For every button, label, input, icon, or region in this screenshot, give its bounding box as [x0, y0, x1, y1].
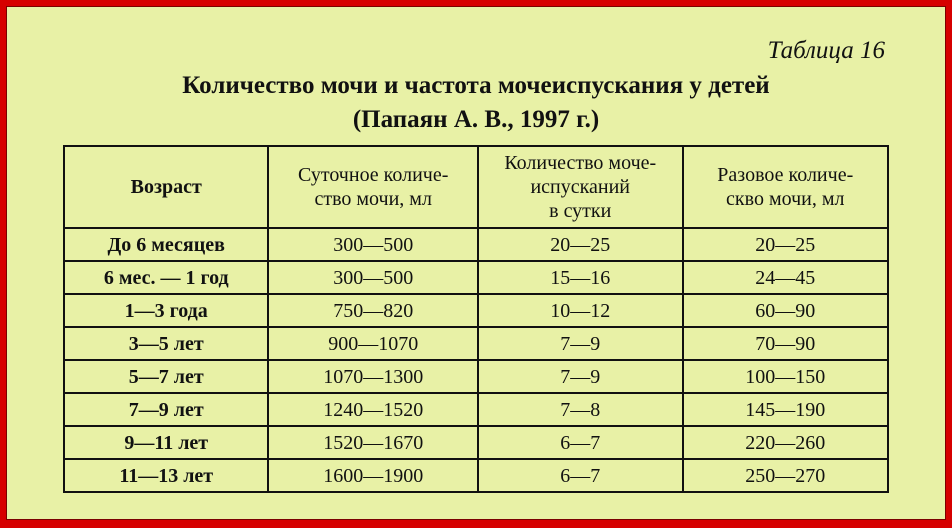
cell-urination-count: 7—8 — [478, 393, 683, 426]
table-row — [64, 294, 888, 327]
cell-urination-count: 6—7 — [478, 459, 683, 492]
table-row — [64, 360, 888, 393]
table-subtitle-source: (Папаян А. В., 1997 г.) — [352, 106, 600, 133]
table-row — [64, 393, 888, 426]
header-daily-volume — [268, 146, 477, 228]
table-row — [64, 327, 888, 360]
header-line: испусканий — [530, 176, 631, 198]
cell-urination-count: 7—9 — [478, 360, 683, 393]
urine-table — [63, 145, 889, 493]
header-row — [64, 146, 888, 228]
cell-age: 1—3 года — [64, 294, 268, 327]
cell-urination-count: 6—7 — [478, 426, 683, 459]
header-line: в сутки — [549, 200, 612, 222]
cell-urination-count: 7—9 — [478, 327, 683, 360]
header-age — [64, 146, 268, 228]
table-row — [64, 459, 888, 492]
cell-single-volume: 20—25 — [683, 228, 888, 261]
cell-age: 9—11 лет — [64, 426, 268, 459]
cell-daily-volume: 750—820 — [268, 294, 477, 327]
cell-urination-count: 20—25 — [478, 228, 683, 261]
cell-daily-volume: 300—500 — [268, 261, 477, 294]
header-urination-count — [478, 146, 683, 228]
table-row — [64, 426, 888, 459]
cell-age: 3—5 лет — [64, 327, 268, 360]
header-single-volume — [683, 146, 888, 228]
table-title: Количество мочи и частота мочеиспускания у детей — [182, 72, 770, 99]
cell-daily-volume: 1520—1670 — [268, 426, 477, 459]
cell-daily-volume: 1070—1300 — [268, 360, 477, 393]
cell-age: 6 мес. — 1 год — [64, 261, 268, 294]
header-line: ство мочи, мл — [314, 188, 432, 210]
cell-single-volume: 24—45 — [683, 261, 888, 294]
table-number-label: Таблица 16 — [767, 37, 885, 64]
table-row — [64, 228, 888, 261]
cell-daily-volume: 900—1070 — [268, 327, 477, 360]
cell-single-volume: 220—260 — [683, 426, 888, 459]
cell-single-volume: 145—190 — [683, 393, 888, 426]
cell-single-volume: 100—150 — [683, 360, 888, 393]
table-row — [64, 261, 888, 294]
header-age-line: Возраст — [130, 176, 202, 198]
cell-single-volume: 70—90 — [683, 327, 888, 360]
cell-single-volume: 60—90 — [683, 294, 888, 327]
cell-urination-count: 10—12 — [478, 294, 683, 327]
header-line: Разовое количе- — [717, 164, 854, 186]
cell-single-volume: 250—270 — [683, 459, 888, 492]
cell-urination-count: 15—16 — [478, 261, 683, 294]
cell-daily-volume: 300—500 — [268, 228, 477, 261]
header-line: Количество моче- — [504, 152, 657, 174]
page-frame — [6, 6, 946, 520]
header-line: скво мочи, мл — [726, 188, 845, 210]
cell-age: До 6 месяцев — [64, 228, 268, 261]
header-line: Суточное количе- — [298, 164, 449, 186]
cell-daily-volume: 1240—1520 — [268, 393, 477, 426]
cell-age: 5—7 лет — [64, 360, 268, 393]
cell-age: 7—9 лет — [64, 393, 268, 426]
cell-daily-volume: 1600—1900 — [268, 459, 477, 492]
cell-age: 11—13 лет — [64, 459, 268, 492]
